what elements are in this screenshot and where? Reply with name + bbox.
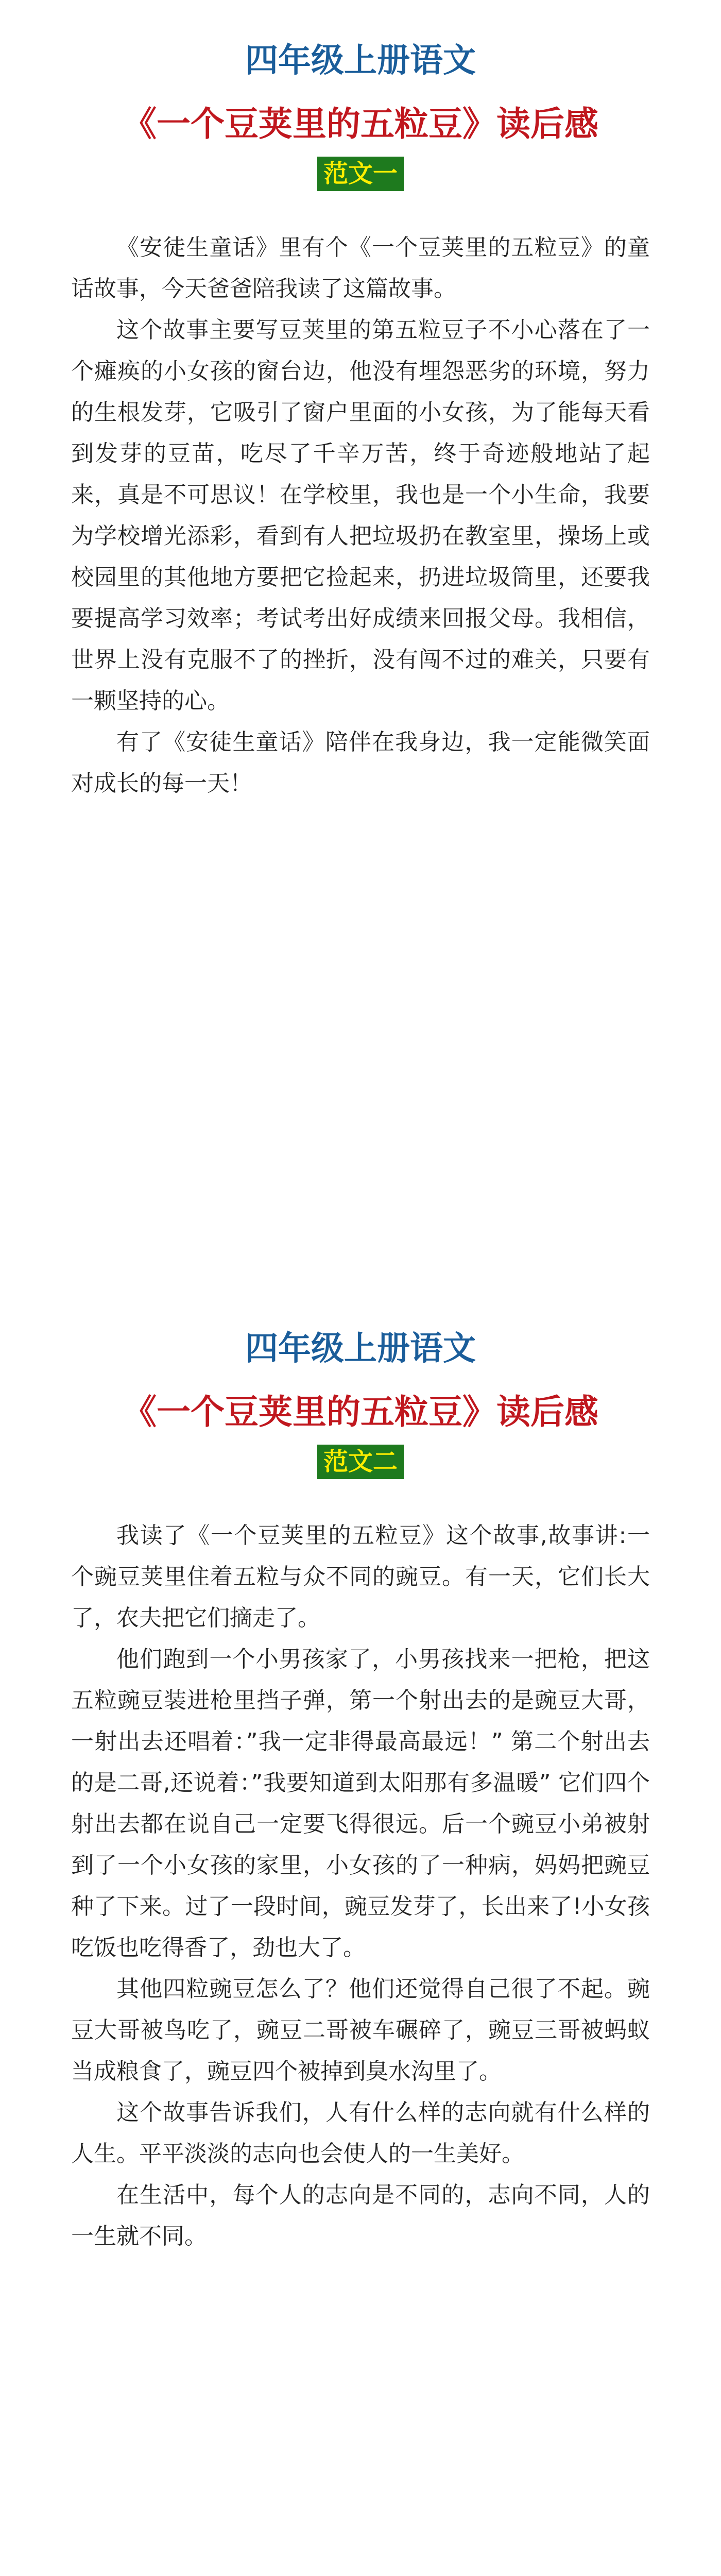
grade-heading: 四年级上册语文 [245,1330,476,1368]
paragraph: 《安徒生童话》里有个《一个豆荚里的五粒豆》的童话故事，今天爸爸陪我读了这篇故事。 [71,234,650,302]
sample-badge: 范文一 [317,157,404,191]
paragraph: 其他四粒豌豆怎么了？他们还觉得自己很了不起。豌豆大哥被鸟吃了，豌豆二哥被车碾碎了，豌豆三哥被蚂蚁当成粮食了，豌豆四个被掉到臭水沟里了。 [71,1976,650,2085]
essay-section-1 [0,41,721,804]
paragraph: 有了《安徒生童话》陪伴在我身边，我一定能微笑面对成长的每一天！ [71,729,650,797]
essay-body [71,227,650,804]
paragraph: 这个故事主要写豆荚里的第五粒豆子不小心落在了一个瘫痪的小女孩的窗台边，他没有埋怨恶劣的环境，努力的生根发芽，它吸引了窗户里面的小女孩，为了能每天看到发芽的豆苗，吃尽了千辛万苦，终于奇迹般地站了起来，真是不可思议！在学校里，我也是一个小生命，我要为学校增光添彩，看到有人把垃圾扔在教室里，操场上或校园里的其他地方要把它捡起来，扔进垃圾筒里，还要我要提高学习效率；考试考出好成绩来回报父母。我相信，世界上没有克服不了的挫折，没有闯不过的难关，只要有一颗坚持的心。 [71,317,650,715]
grade-heading: 四年级上册语文 [245,42,476,80]
sample-badge: 范文二 [317,1445,404,1479]
essay-section-2 [0,1329,721,2257]
essay-body [71,1515,650,2257]
essay-title: 《一个豆荚里的五粒豆》读后感 [123,1391,598,1432]
paragraph: 这个故事告诉我们，人有什么样的志向就有什么样的人生。平平淡淡的志向也会使人的一生美好。 [71,2099,650,2167]
essay-title: 《一个豆荚里的五粒豆》读后感 [123,103,598,144]
paragraph: 他们跑到一个小男孩家了，小男孩找来一把枪，把这五粒豌豆装进枪里挡子弹，第一个射出去的是豌豆大哥，一射出去还唱着：”我一定非得最高最远！” 第二个射出去的是二哥,还说着：”我要知道到太阳那有多温暖” 它们四个射出去都在说自己一定要飞得很远。后一个豌豆小弟被射到了一个小女孩的家里，小女孩的了一种病，妈妈把豌豆种了下来。过了一段时间，豌豆发芽了，长出来了!小女孩吃饭也吃得香了，劲也大了。 [71,1646,650,1961]
paragraph: 在生活中，每个人的志向是不同的，志向不同，人的一生就不同。 [71,2182,650,2250]
paragraph: 我读了《一个豆荚里的五粒豆》这个故事,故事讲:一个豌豆荚里住着五粒与众不同的豌豆。有一天，它们长大了，农夫把它们摘走了。 [71,1522,650,1632]
